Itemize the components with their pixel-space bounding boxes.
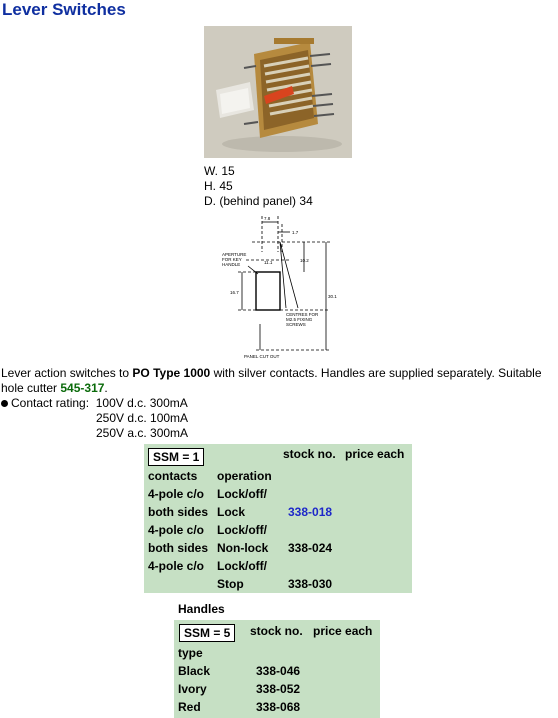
handles-heading: Handles: [178, 602, 225, 616]
handles-header-price-each: price each: [313, 624, 373, 638]
header-operation: operation: [217, 469, 272, 483]
dim-11-1: 11.1: [264, 260, 273, 265]
handle-type-ivory: Ivory: [178, 682, 207, 696]
hole-cutter-link[interactable]: 545-317: [60, 381, 105, 395]
dim-16-7: 16.7: [230, 290, 239, 295]
ssm-badge: SSM = 1: [148, 448, 204, 466]
row-2-contacts: both sides: [148, 505, 209, 519]
dimension-depth: D. (behind panel) 34: [204, 194, 313, 208]
row-3-contacts: 4-pole c/o: [148, 523, 205, 537]
handle-type-black: Black: [178, 664, 211, 678]
row-4-contacts: both sides: [148, 541, 209, 555]
dimension-width: W. 15: [204, 164, 235, 178]
contact-rating-value-2: 250V d.c. 100mA: [96, 411, 189, 425]
row-1-contacts: 4-pole c/o: [148, 487, 205, 501]
page-title: Lever Switches: [2, 0, 126, 19]
contact-rating: [1, 396, 188, 441]
dim-7-8: 7.8: [264, 216, 271, 221]
handles-ssm-badge: SSM = 5: [179, 624, 235, 642]
header-price-each: price each: [345, 447, 405, 461]
po-type: PO Type 1000: [132, 366, 211, 380]
centres-label-2: M2.5 FIXING: [286, 317, 313, 322]
dimension-height: H. 45: [204, 179, 233, 193]
row-6-operation: Stop: [217, 577, 244, 591]
row-5-operation: Lock/off/: [217, 559, 267, 573]
panel-cutout-drawing: [220, 212, 338, 360]
lever-switch-image: [204, 26, 352, 158]
stock-link-338-018[interactable]: 338-018: [288, 505, 333, 519]
row-1-operation: Lock/off/: [217, 487, 267, 501]
handles-header-type: type: [178, 646, 203, 660]
dimensions: [204, 164, 313, 209]
aperture-label-2: FOR KEY: [222, 257, 242, 262]
row-2-operation: Lock: [217, 505, 246, 519]
aperture-label-1: APERTURE: [222, 252, 247, 257]
dim-30-1: 30.1: [328, 294, 337, 299]
dim-1-7: 1.7: [292, 230, 299, 235]
switch-table: [144, 444, 412, 593]
description-text-1: Lever action switches to: [1, 366, 133, 380]
handles-table: [174, 620, 380, 718]
dim-10-2: 10.2: [300, 258, 309, 263]
handle-stock-red: 338-068: [256, 700, 301, 714]
description: [1, 366, 557, 396]
header-stock-no: stock no.: [283, 447, 336, 461]
aperture-label-3: HANDLE: [222, 262, 241, 267]
handle-type-red: Red: [178, 700, 201, 714]
handle-stock-black: 338-046: [256, 664, 301, 678]
product-photo: [204, 26, 352, 158]
panel-cut-out-label: PANEL CUT OUT: [244, 354, 280, 359]
description-text-3: .: [104, 381, 108, 395]
row-3-operation: Lock/off/: [217, 523, 267, 537]
contact-rating-value-1: 100V d.c. 300mA: [95, 396, 188, 410]
centres-label-1: CENTRES FOR: [286, 312, 319, 317]
handle-stock-ivory: 338-052: [256, 682, 301, 696]
handles-header-stock-no: stock no.: [250, 624, 303, 638]
row-5-contacts: 4-pole c/o: [148, 559, 205, 573]
header-contacts: contacts: [148, 469, 198, 483]
contact-rating-value-3: 250V a.c. 300mA: [96, 426, 189, 440]
contact-rating-label: Contact rating:: [11, 396, 90, 410]
bullet-icon: [1, 400, 8, 407]
row-6-stock: 338-030: [288, 577, 333, 591]
centres-label-3: SCREWS: [286, 322, 306, 327]
description-text-2: with silver contacts. Handles are supplied separately. Suitable hole cutter: [1, 366, 542, 395]
row-4-stock: 338-024: [288, 541, 333, 555]
row-4-operation: Non-lock: [217, 541, 269, 555]
